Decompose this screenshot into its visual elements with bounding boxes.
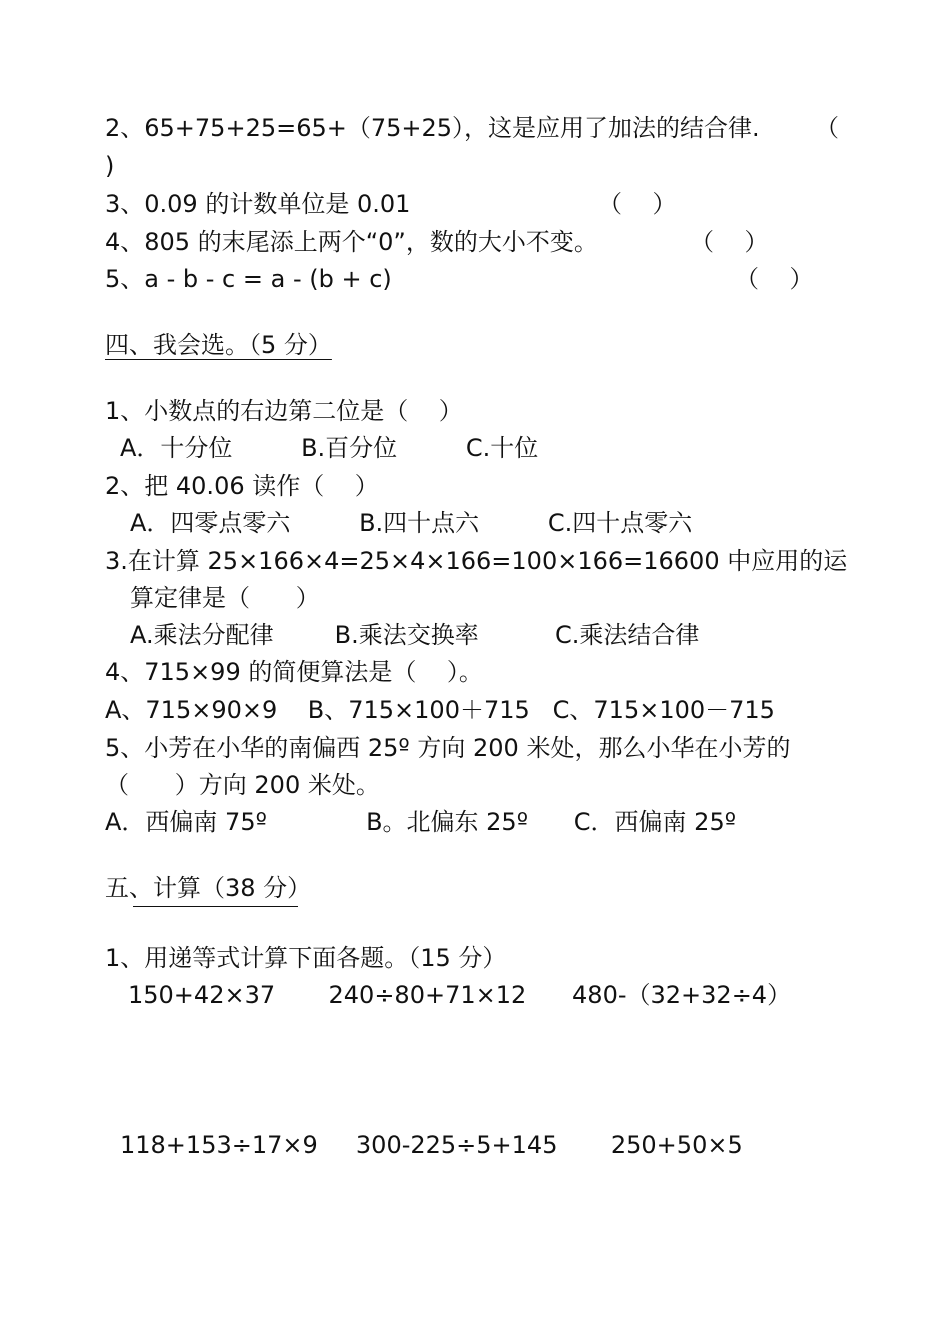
choice-q1: 1、小数点的右边第二位是（ ）	[105, 397, 463, 425]
judge-q3-answer-paren[interactable]: （ ）	[598, 190, 677, 218]
choice-q5-line2: （ ）方向 200 米处。	[105, 771, 380, 799]
calc-row2: 118+153÷17×9 300-225÷5+145 250+50×5	[120, 1131, 743, 1159]
choice-q3-line1: 3.在计算 25×166×4=25×4×166=100×166=16600 中应用的运	[105, 547, 848, 575]
calc-row1: 150+42×37 240÷80+71×12 480-（32+32÷4）	[128, 981, 792, 1009]
choice-q4-options[interactable]: A、715×90×9 B、715×100＋715 C、715×100－715	[105, 696, 775, 724]
judge-q2-line2: )	[105, 152, 115, 180]
judge-q5-answer-paren[interactable]: （ ）	[735, 265, 814, 293]
judge-q4: 4、805 的末尾添上两个“0”，数的大小不变。	[105, 228, 598, 256]
choice-q5-line1: 5、小芳在小华的南偏西 25º 方向 200 米处，那么小华在小芳的	[105, 734, 791, 762]
choice-q1-options[interactable]: A．十分位 B.百分位 C.十位	[120, 434, 539, 462]
choice-q2: 2、把 40.06 读作（ ）	[105, 472, 379, 500]
judge-q4-answer-paren[interactable]: （ ）	[690, 228, 769, 256]
section5-title: 五、计算（38 分）	[105, 874, 312, 902]
section4-title: 四、我会选。（5 分）	[105, 331, 332, 359]
judge-q5: 5、a - b - c = a - (b + c)	[105, 265, 392, 293]
choice-q2-options[interactable]: A．四零点零六 B.四十点六 C.四十点零六	[130, 509, 693, 537]
calc-q1: 1、用递等式计算下面各题。（15 分）	[105, 944, 507, 972]
choice-q5-options[interactable]: A．西偏南 75º B。北偏东 25º C．西偏南 25º	[105, 808, 737, 836]
choice-q3-options[interactable]: A.乘法分配律 B.乘法交换率 C.乘法结合律	[130, 621, 700, 649]
judge-q2-answer-paren[interactable]: （	[815, 114, 839, 142]
choice-q4: 4、715×99 的简便算法是（ ）。	[105, 658, 483, 686]
section5-title-underline	[133, 906, 298, 907]
judge-q3: 3、0.09 的计数单位是 0.01	[105, 190, 411, 218]
judge-q2-line1: 2、65+75+25=65+（75+25），这是应用了加法的结合律.	[105, 114, 760, 142]
choice-q3-line2: 算定律是（ ）	[130, 584, 320, 612]
